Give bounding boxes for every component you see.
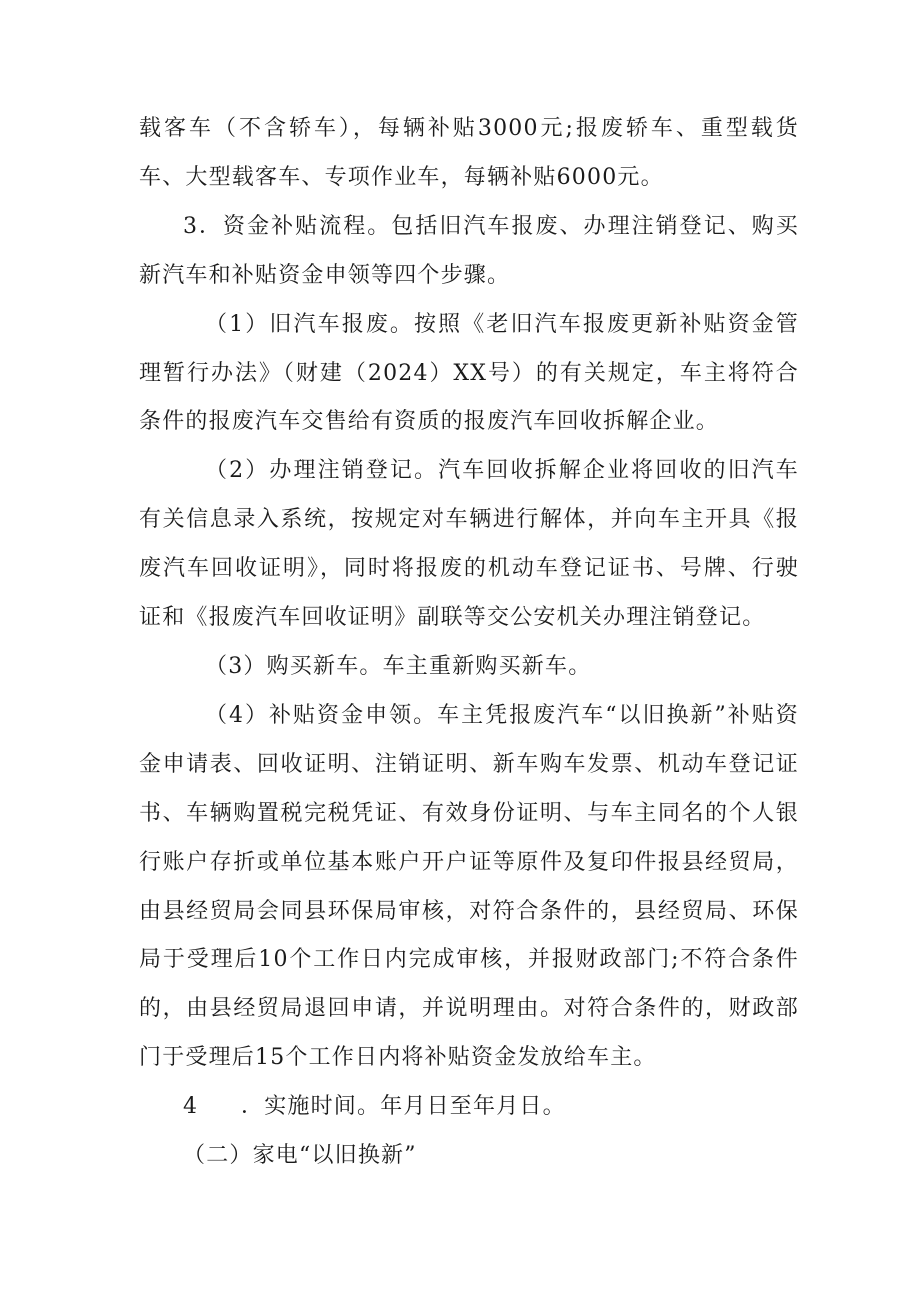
paragraph-implementation-time [139,1083,799,1132]
paragraph-subsidy-process: 3．资金补贴流程。包括旧汽车报废、办理注销登记、购买新汽车和补贴资金申领等四个步骤。 [139,213,799,288]
section-heading-appliances: （二）家电“以旧换新” [183,1143,417,1169]
document-body [139,105,799,1181]
paragraph-subsidy-amounts: 载客车（不含轿车），每辆补贴3000元;报废轿车、重型载货车、大型载客车、专项作业车，每辆补贴6000元。 [139,116,799,190]
item-number: 4 [183,1094,199,1120]
paragraph-step-deregistration: （2）办理注销登记。汽车回收拆解企业将回收的旧汽车有关信息录入系统，按规定对车辆进行解体，并向车主开具《报废汽车回收证明》，同时将报废的机动车登记证书、号牌、行驶证和《报废汽车回收证明》副联等交公安机关办理注销登记。 [139,458,799,631]
paragraph-step-scrap-old-car: （1）旧汽车报废。按照《老旧汽车报废更新补贴资金管理暂行办法》（财建（2024）XX号）的有关规定，车主将符合条件的报废汽车交售给有资质的报废汽车回收拆解企业。 [139,311,799,435]
paragraph-step-apply-subsidy: （4）补贴资金申领。车主凭报废汽车“以旧换新”补贴资金申请表、回收证明、注销证明、新车购车发票、机动车登记证书、车辆购置税完税凭证、有效身份证明、与车主同名的个人银行账户存折或单位基本账户开户证等原件及复印件报县经贸局，由县经贸局会同县环保局审核，对符合条件的，县经贸局、环保局于受理后10个工作日内完成审核，并报财政部门;不符合条件的，由县经贸局退回申请，并说明理由。对符合条件的，财政部门于受理后15个工作日内将补贴资金发放给车主。 [139,702,799,1071]
paragraph-step-buy-new-car: （3）购买新车。车主重新购买新车。 [205,653,592,679]
item-text: ．实施时间。年月日至年月日。 [241,1094,566,1120]
